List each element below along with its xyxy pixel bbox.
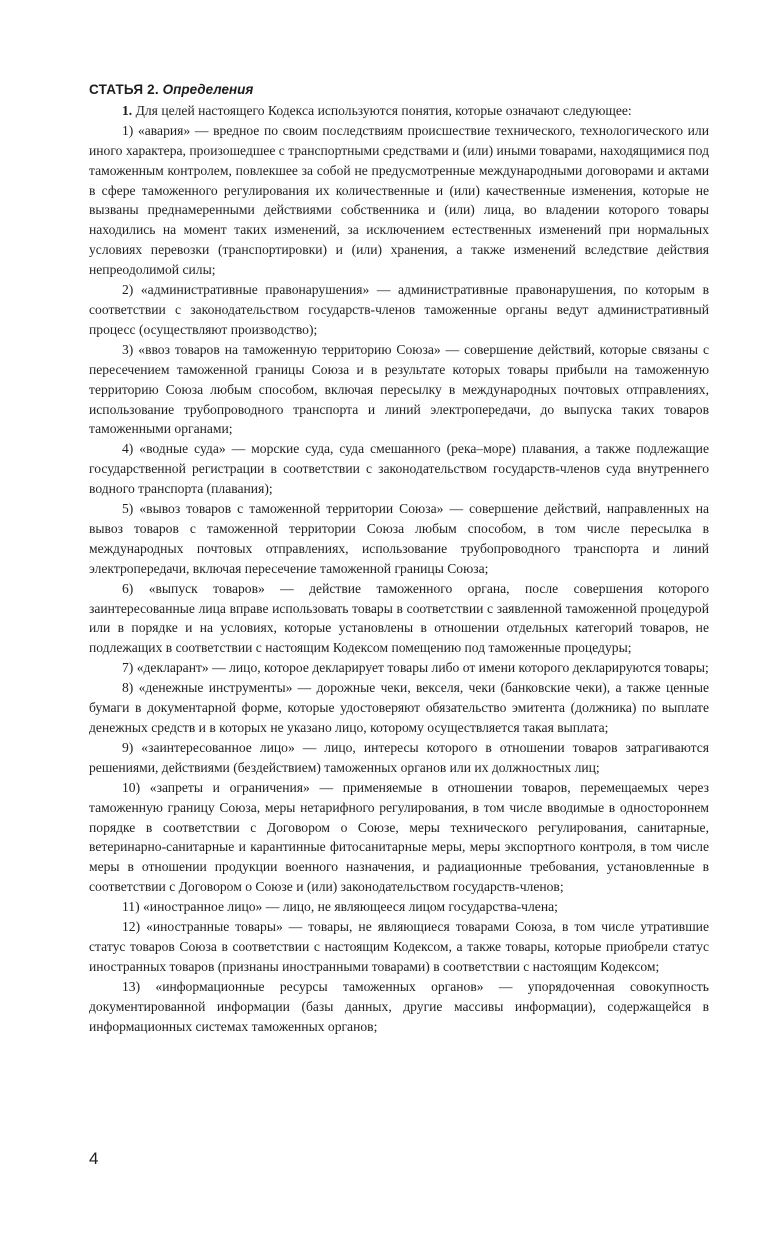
article-heading [89, 80, 709, 100]
definition-item-10: 10) «запреты и ограничения» — применяемые в отношении товаров, перемещаемых через таможенную границу Союза, меры нетарифного регулирования, в том числе вводимые в одностороннем порядке в соответствии с Договором о Союзе, меры технического регулирования, санитарные, ветеринарно-санитарные и карантинные фитосанитарные меры, меры экспортного контроля, в том числе меры в отношении продукции военного назначения, и радиационные требования, установленные в соответствии с Договором о Союзе и (или) законодательством государств-членов; [89, 779, 709, 895]
definition-item-2: 2) «административные правонарушения» — административные правонарушения, по которым в соответствии с законодательством государств-членов таможенные органы ведут административный процесс (осуществляют производство); [89, 282, 709, 337]
article-label: СТАТЬЯ 2. [89, 82, 159, 97]
definition-item-3: 3) «ввоз товаров на таможенную территорию Союза» — совершение действий, которые связаны с пересечением таможенной границы Союза и в результате которых товары прибыли на таможенную территорию Союза любым способом, включая пересылку в международных почтовых отправлениях, использование трубопроводного транспорта и линий электропередачи, до выпуска таких товаров таможенными органами; [89, 341, 709, 437]
definition-item-11: 11) «иностранное лицо» — лицо, не являющееся лицом государства-члена; [122, 899, 558, 915]
definition-item-13: 13) «информационные ресурсы таможенных органов» — упорядоченная совокупность документированной информации (базы данных, другие массивы информации), содержащейся в информационных системах таможенных органов; [89, 978, 709, 1034]
definition-item-8: 8) «денежные инструменты» — дорожные чеки, векселя, чеки (банковские чеки), а также ценные бумаги в документарной форме, которые удостоверяют обязательство эмитента (должника) по выплате денежных средств и в которых не указано лицо, которому осуществляется такая выплата; [89, 680, 709, 735]
intro-paragraph [89, 101, 709, 121]
intro-text: Для целей настоящего Кодекса используются понятия, которые означают следующее: [135, 102, 632, 118]
page-number: 4 [89, 1149, 99, 1168]
definition-item-4: 4) «водные суда» — морские суда, суда смешанного (река–море) плавания, а также подлежащие государственной регистрации в соответствии с законодательством государств-членов суда внутреннего водного транспорта (плавания); [89, 441, 709, 497]
definition-item-9: 9) «заинтересованное лицо» — лицо, интересы которого в отношении товаров затрагиваются решениями, действиями (бездействием) таможенных органов или их должностных лиц; [89, 739, 709, 775]
definition-item-12: 12) «иностранные товары» — товары, не являющиеся товарами Союза, в том числе утратившие статус товаров Союза в соответствии с настоящим Кодексом, а также товары, которые приобрели статус иностранных товаров (признаны иностранными товарами) в соответствии с настоящим Кодексом; [89, 919, 709, 974]
article-title: Определения [162, 82, 254, 97]
definition-item-5: 5) «вывоз товаров с таможенной территории Союза» — совершение действий, направленных на вывоз товаров с таможенной территории Союза любым способом, в том числе пересылка в международных почтовых отправлениях, использование трубопроводного транспорта и линий электропередачи, включая пересечение таможенной границы Союза; [89, 501, 709, 576]
intro-number: 1. [122, 102, 133, 118]
definition-item-7: 7) «декларант» — лицо, которое декларирует товары либо от имени которого декларируются товары; [122, 660, 709, 676]
definition-item-6: 6) «выпуск товаров» — действие таможенного органа, после совершения которого заинтересованные лица вправе использовать товары в соответствии с заявленной таможенной процедурой или в порядке и на условиях, которые установлены в отношении отдельных категорий товаров, не подлежащих в соответствии с настоящим Кодексом помещению под таможенные процедуры; [89, 580, 709, 656]
page-body [89, 80, 709, 1037]
definition-item-1: 1) «авария» — вредное по своим последствиям происшествие технического, технологического или иного характера, произошедшее с транспортными средствами и (или) иными товарами, находящимися под таможенным контролем, повлекшее за собой не предусмотренные международными договорами и актами в сфере таможенного регулирования их количественные и (или) качественные изменения, которые не вызваны преднамеренными действиями собственника и (или) лица, во владении которого товары находились на момент таких изменений, за исключением естественных изменений при нормальных условиях перевозки (транспортировки) и (или) хранения, а также изменений вследствие действия непреодолимой силы; [89, 122, 709, 278]
